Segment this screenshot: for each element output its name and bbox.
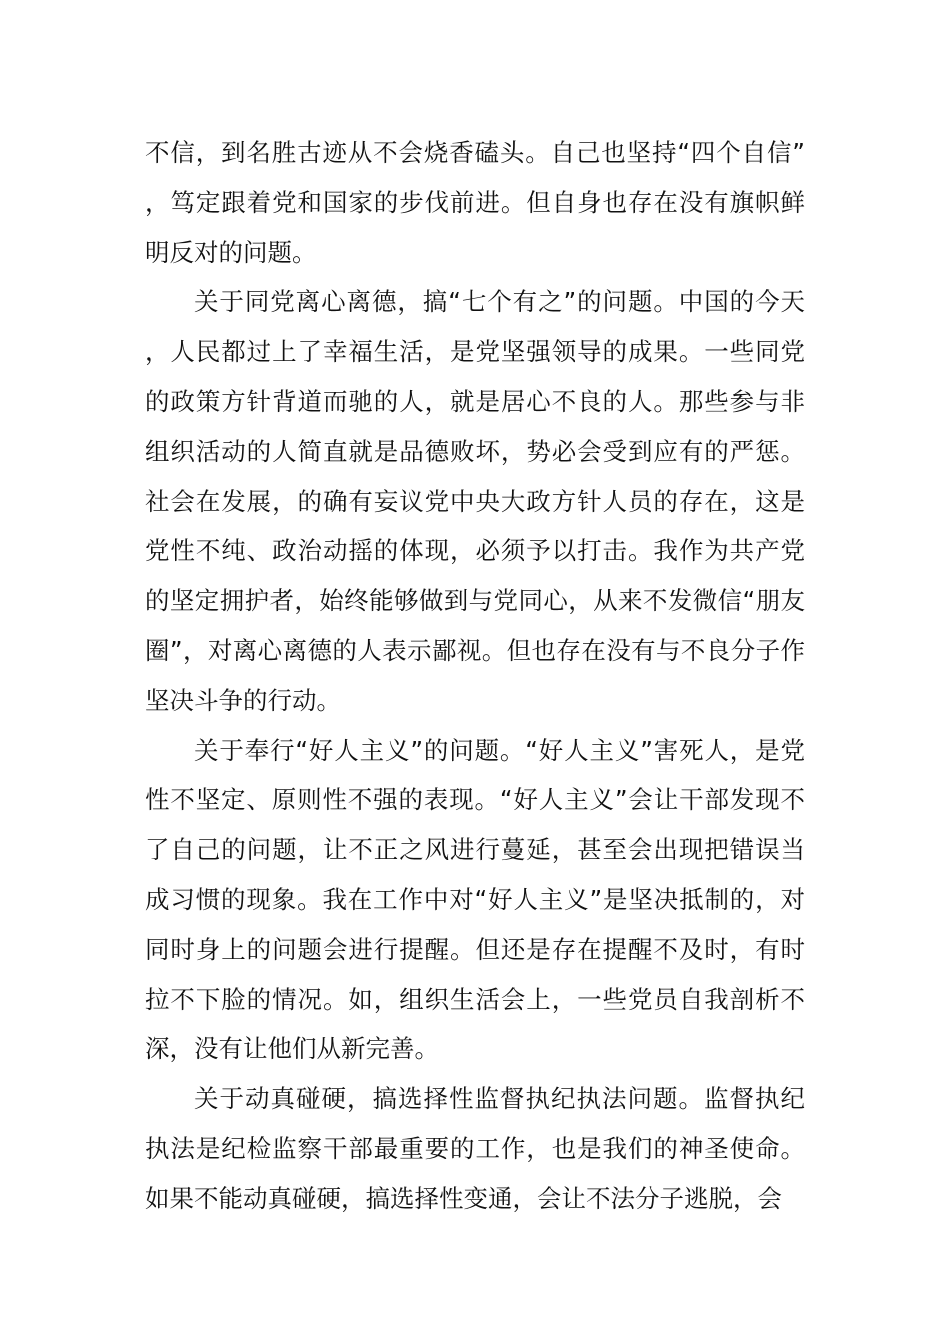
paragraph: 关于同党离心离德，搞“七个有之”的问题。中国的今天，人民都过上了幸福生活，是党坚强领导的成果。一些同党的政策方针背道而驰的人，就是居心不良的人。那些参与非组织活动的人简直就是品德败坏，势必会受到应有的严惩。社会在发展，的确有妄议党中央大政方针人员的存在，这是党性不纯、政治动摇的体现，必须予以打击。我作为共产党的坚定拥护者，始终能够做到与党同心，从来不发微信“朋友圈”，对离心离德的人表示鄙视。但也存在没有与不良分子作坚决斗争的行动。 [145,287,805,715]
paragraph: 不信，到名胜古迹从不会烧香磕头。自己也坚持“四个自信”，笃定跟着党和国家的步伐前进。但自身也存在没有旗帜鲜明反对的问题。 [145,138,805,267]
document-body [145,128,805,1224]
paragraph: 关于动真碰硬，搞选择性监督执纪执法问题。监督执纪执法是纪检监察干部最重要的工作，也是我们的神圣使命。如果不能动真碰硬，搞选择性变通，会让不法分子逃脱，会 [145,1084,805,1213]
paragraph: 关于奉行“好人主义”的问题。“好人主义”害死人，是党性不坚定、原则性不强的表现。“好人主义”会让干部发现不了自己的问题，让不正之风进行蔓延，甚至会出现把错误当成习惯的现象。我在工作中对“好人主义”是坚决抵制的，对同时身上的问题会进行提醒。但还是存在提醒不及时，有时拉不下脸的情况。如，组织生活会上，一些党员自我剖析不深，没有让他们从新完善。 [145,735,805,1064]
